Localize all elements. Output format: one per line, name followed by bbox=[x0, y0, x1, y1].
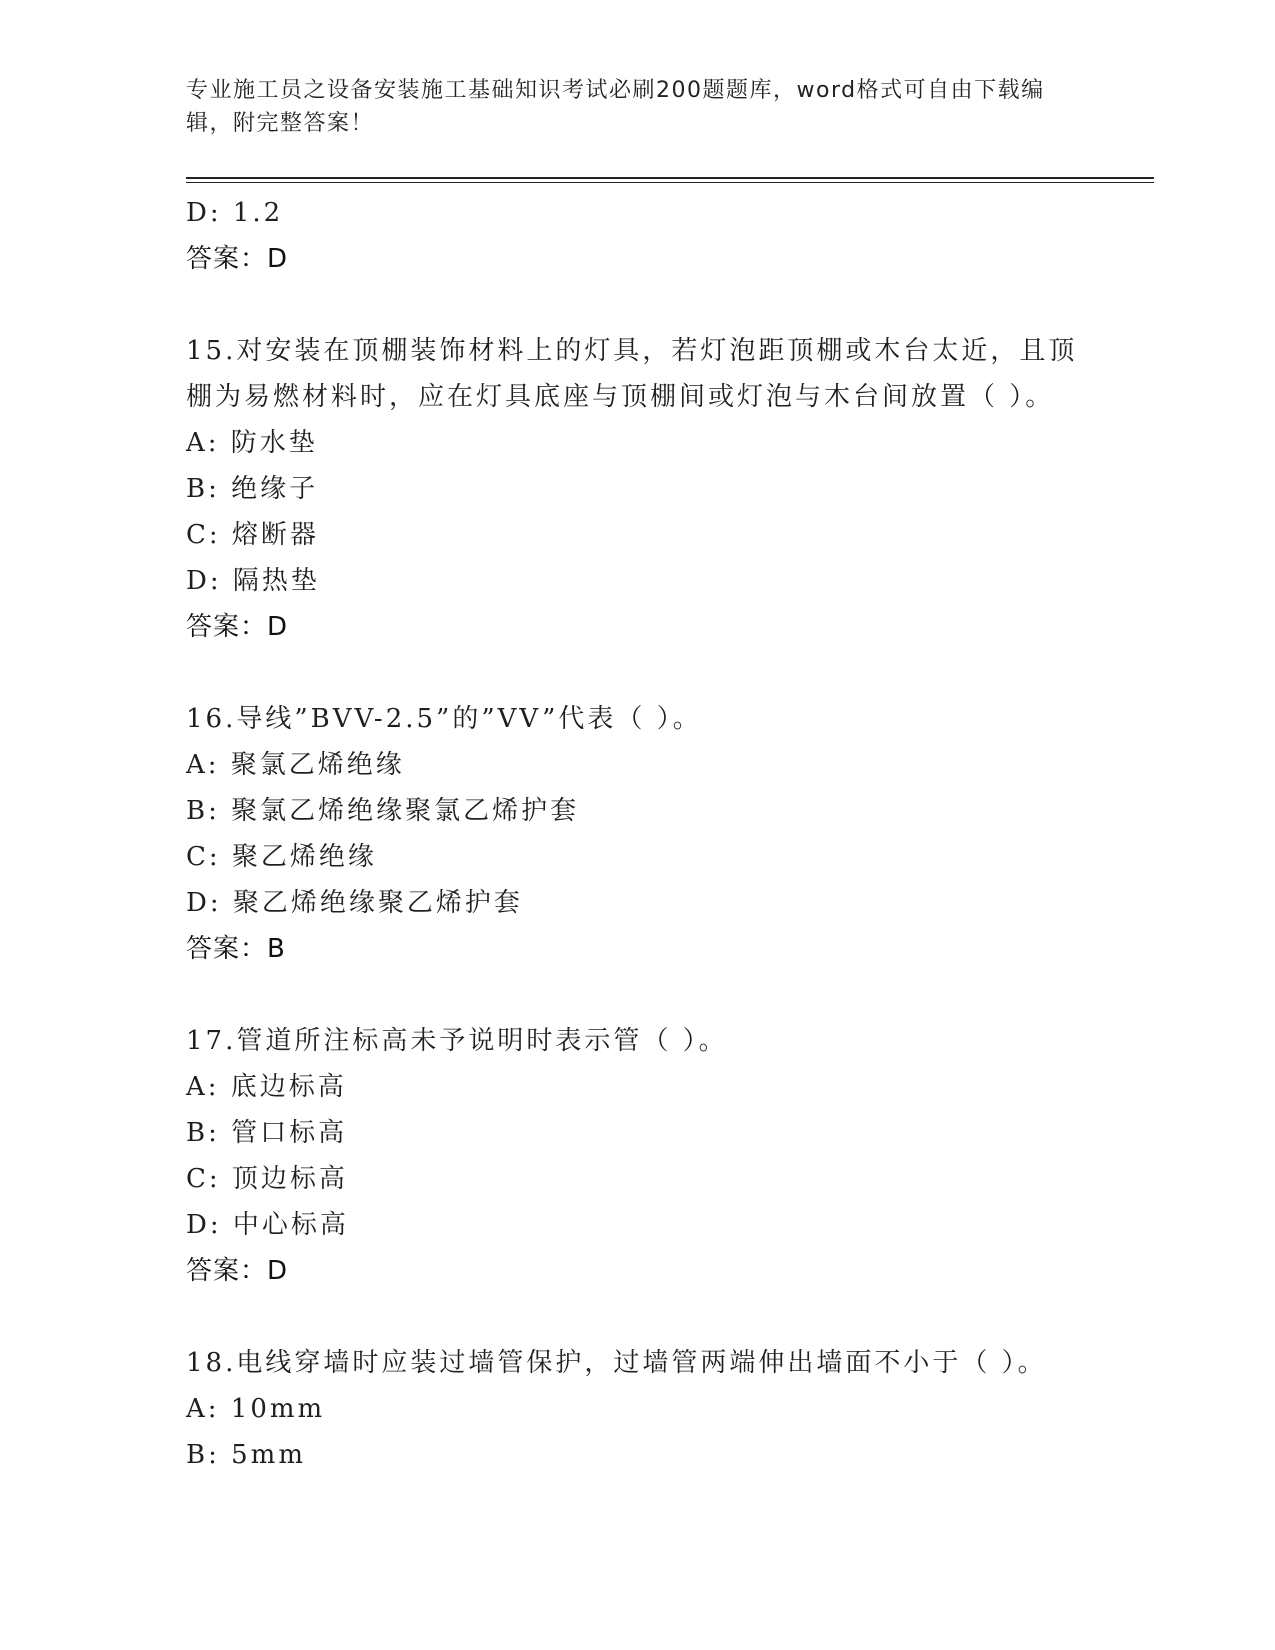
question-stem: 16.导线”BVV-2.5”的”VV”代表（ ）。 bbox=[186, 704, 702, 734]
spacer bbox=[186, 282, 1086, 328]
question-stem: 15.对安装在顶棚装饰材料上的灯具，若灯泡距顶棚或木台太近，且顶 bbox=[186, 336, 1078, 366]
question-18 bbox=[186, 1340, 1086, 1478]
previous-question-tail bbox=[186, 190, 1086, 282]
option-a: A: 10mm bbox=[186, 1394, 326, 1424]
answer-line: 答案：D bbox=[186, 244, 289, 274]
option-a: A: 底边标高 bbox=[186, 1072, 347, 1102]
spacer bbox=[186, 650, 1086, 696]
question-stem: 17.管道所注标高未予说明时表示管（ ）。 bbox=[186, 1026, 728, 1056]
spacer bbox=[186, 1294, 1086, 1340]
option-d: D: 1.2 bbox=[186, 198, 284, 228]
question-15 bbox=[186, 328, 1086, 650]
option-c: C: 顶边标高 bbox=[186, 1164, 348, 1194]
question-16 bbox=[186, 696, 1086, 972]
option-c: C: 聚乙烯绝缘 bbox=[186, 842, 377, 872]
option-b: B: 聚氯乙烯绝缘聚氯乙烯护套 bbox=[186, 796, 580, 826]
option-b: B: 5mm bbox=[186, 1440, 306, 1470]
document-header-title: 专业施工员之设备安装施工基础知识考试必刷200题题库，word格式可自由下载编辑，附完整答案！ bbox=[186, 78, 1045, 136]
question-17 bbox=[186, 1018, 1086, 1294]
option-a: A: 防水垫 bbox=[186, 428, 318, 458]
option-d: D: 隔热垫 bbox=[186, 566, 320, 596]
option-b: B: 管口标高 bbox=[186, 1118, 348, 1148]
question-stem: 棚为易燃材料时，应在灯具底座与顶棚间或灯泡与木台间放置（ ）。 bbox=[186, 382, 1055, 412]
answer-line: 答案：D bbox=[186, 612, 289, 642]
spacer bbox=[186, 972, 1086, 1018]
question-content bbox=[186, 190, 1086, 1478]
header-divider-thin bbox=[186, 182, 1154, 183]
question-stem: 18.电线穿墙时应装过墙管保护，过墙管两端伸出墙面不小于（ ）。 bbox=[186, 1348, 1047, 1378]
option-a: A: 聚氯乙烯绝缘 bbox=[186, 750, 405, 780]
answer-line: 答案：D bbox=[186, 1256, 289, 1286]
option-d: D: 聚乙烯绝缘聚乙烯护套 bbox=[186, 888, 523, 918]
option-d: D: 中心标高 bbox=[186, 1210, 349, 1240]
option-c: C: 熔断器 bbox=[186, 520, 319, 550]
answer-line: 答案：B bbox=[186, 934, 286, 964]
option-b: B: 绝缘子 bbox=[186, 474, 319, 504]
header-divider-thick bbox=[186, 177, 1154, 179]
